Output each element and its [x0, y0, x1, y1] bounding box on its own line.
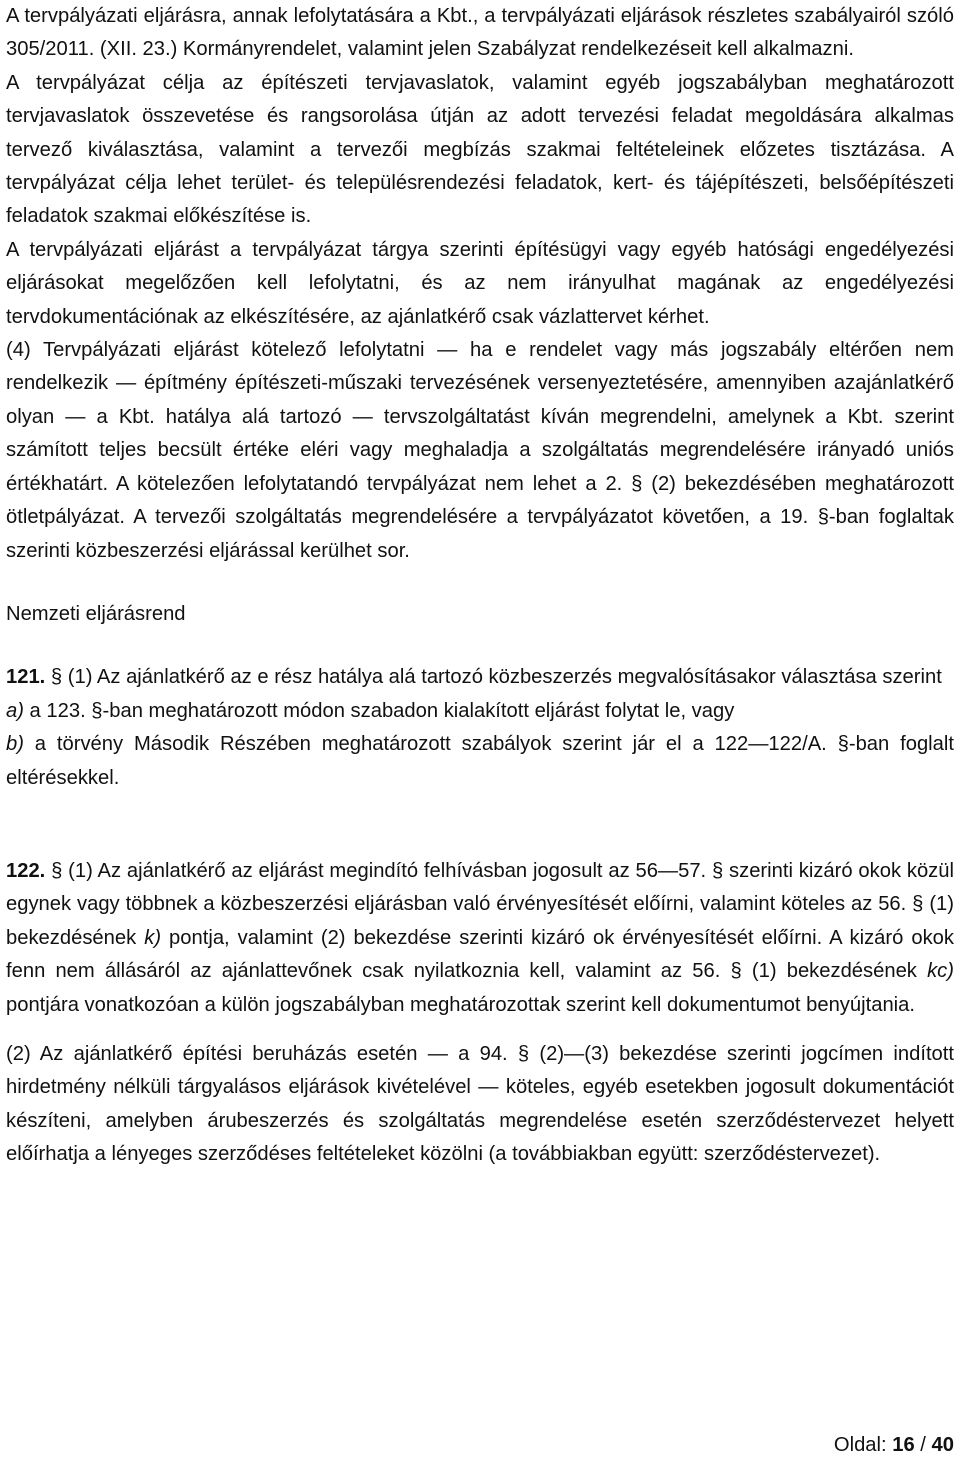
- section-121-point-a: a) a 123. §-ban meghatározott módon szabadon kialakított eljárást folytat le, vagy: [6, 699, 735, 722]
- spacer: [6, 568, 954, 598]
- section-number: 122.: [6, 859, 46, 882]
- section-121-point-b: b) a törvény Második Részében meghatározott szabályok szerint jár el a 122—122/A. §-ban foglalt eltérésekkel.: [6, 733, 954, 789]
- page-indicator: Oldal: 16 / 40: [833, 1434, 954, 1456]
- section-121-intro: 121. § (1) Az ajánlatkérő az e rész hatálya alá tartozó közbeszerzés megvalósításakor választása szerint: [6, 666, 942, 689]
- section-122: [6, 855, 954, 1172]
- current-page: 16: [892, 1434, 915, 1456]
- point-label: a): [6, 699, 24, 722]
- paragraph-applicable-rules: A tervpályázati eljárásra, annak lefolytatására a Kbt., a tervpályázati eljárások részletes szabályairól szóló 305/2011. (XII. 23.) Kormányrendelet, valamint jelen Szabályzat rendelkezéseit kell alkalmazni.: [6, 5, 954, 61]
- total-pages: 40: [931, 1434, 954, 1456]
- spacer: [6, 1022, 954, 1038]
- section-121: [6, 661, 954, 795]
- section-122-paragraph-2: (2) Az ajánlatkérő építési beruházás esetén — a 94. § (2)—(3) bekezdése szerinti jogcímen indított hirdetmény nélküli tárgyalásos eljárások kivételével — köteles, egyéb esetekben jogosult dokumentációt készíteni, amelyben árubeszerzés és szolgáltatás megrendelése esetén szerződéstervezet helyett előírhatja a lényeges szerződéses feltételeket közölni (a továbbiakban együtt: szerződéstervezet).: [6, 1042, 954, 1166]
- paragraph-procedure-timing: A tervpályázati eljárást a tervpályázat tárgya szerinti építésügyi vagy egyéb hatósági engedélyezési eljárásokat megelőzően kell lefolytatni, és az nem irányulhat magának az engedélyezési tervdokumentációnak az elkészítésére, az ajánlatkérő csak vázlattervet kérhet.: [6, 238, 954, 328]
- paragraph-mandatory-competition: (4) Tervpályázati eljárást kötelező lefolytatni — ha e rendelet vagy más jogszabály eltérően nem rendelkezik — építmény építészeti-műszaki tervezésének versenyeztetésére, amennyiben azajánlatkérő olyan — a Kbt. hatálya alá tartozó — tervszolgáltatást kíván megrendelni, amelynek a Kbt. szerint számított teljes becsült értéke eléri vagy meghaladja a szolgáltatás megrendelésére irányadó uniós értékhatárt. A kötelezően lefolytatandó tervpályázat nem lehet a 2. § (2) bekezdésében meghatározott ötletpályázat. A tervezői szolgáltatás megrendelésére a tervpályázatot követően, a 19. §-ban foglaltak szerinti közbeszerzési eljárással kerülhet sor.: [6, 339, 954, 562]
- section-heading: Nemzeti eljárásrend: [6, 602, 186, 625]
- section-number: 121.: [6, 666, 46, 689]
- spacer: [6, 825, 954, 855]
- spacer: [6, 631, 954, 661]
- point-label: b): [6, 733, 24, 756]
- spacer: [6, 795, 954, 825]
- paragraph-purpose: A tervpályázat célja az építészeti tervjavaslatok, valamint egyéb jogszabályban meghatározott tervjavaslatok összevetése és rangsorolása útján az adott tervezési feladat megoldására alkalmas tervező kiválasztása, valamint a tervezői megbízás szakmai feltételeinek előzetes tisztázása. A tervpályázat célja lehet terület- és településrendezési feladatok, kert- és tájépítészeti, belsőépítészeti feladatok szakmai előkészítése is.: [6, 71, 954, 228]
- section-122-paragraph-1: 122. § (1) Az ajánlatkérő az eljárást megindító felhívásban jogosult az 56—57. § szerinti kizáró okok közül egynek vagy többnek a közbeszerzési eljárásban való érvényesítését előírni, valamint köteles az 56. § (1) bekezdésének k) pontja, valamint (2) bekezdése szerinti kizáró ok érvényesítését előírni. A kizáró okok fenn nem állásáról az ajánlattevőnek csak nyilatkoznia kell, valamint az 56. § (1) bekezdésének kc) pontjára vonatkozóan a külön jogszabályban meghatározottak szerint kell dokumentumot benyújtania.: [6, 859, 954, 1016]
